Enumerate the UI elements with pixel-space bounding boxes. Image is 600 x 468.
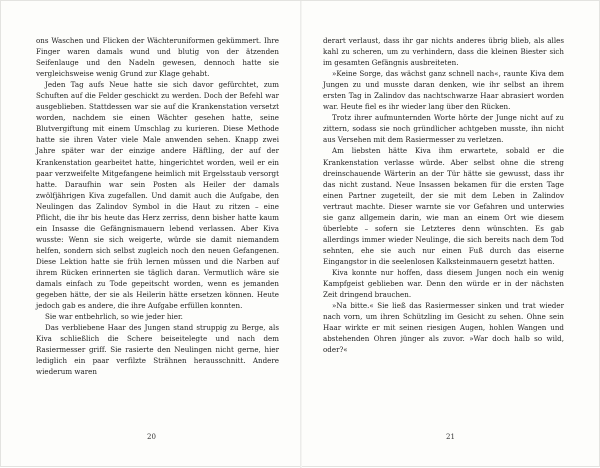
left-paragraph-1: ons Waschen und Flicken der Wächteruniformen gekümmert. Ihre Finger waren damals wund und blutig von der ätzenden Seifenlauge und den Nadeln gewesen, dennoch hatte sie vergleichsweise wenig Grund zur Klage gehabt. xyxy=(36,36,279,79)
right-page xyxy=(301,1,600,468)
right-page-number: 21 xyxy=(446,433,455,441)
right-paragraph-1: derart verlaust, dass ihr gar nichts anderes übrig blieb, als alles kahl zu scheren, um zu verhindern, dass die kleinen Biester sich im gesamten Gefängnis ausbreiteten. xyxy=(323,36,564,68)
right-paragraph-3: Trotz ihrer aufmunternden Worte hörte der Junge nicht auf zu zittern, sodass sie noch gründlicher achtgeben musste, ihn nicht aus Versehen mit dem Rasiermesser zu verletzen. xyxy=(323,113,564,145)
left-page xyxy=(1,1,301,468)
left-paragraph-3: Sie war entbehrlich, so wie jeder hier. xyxy=(45,312,183,322)
left-paragraph-4: Das verbliebene Haar des Jungen stand struppig zu Berge, als Kiva schließlich die Schere beiseitelegte und nach dem Rasiermesser griff. Sie rasierte den Neulingen nicht gerne, hier lediglich ein paar verfilzte Strähnen herausschnitt. Andere wiederum waren xyxy=(36,323,279,377)
right-paragraph-5: Kiva konnte nur hoffen, dass diesem Jungen noch ein wenig Kampfgeist geblieben war. Denn den würde er in der nächsten Zeit dringend brauchen. xyxy=(323,267,564,300)
right-paragraph-4: Am liebsten hätte Kiva ihm erwartete, sobald er die Krankenstation verlasse würde. Aber selbst ohne die streng dreinschauende Wärterin an der Tür hätte sie gewusst, dass ihr das nicht zustand. Neue Insassen bekamen für die ersten Tage einen Partner zugeteilt, der sie mit dem Leben in Zalindov vertraut machte. Dieser warnte sie vor Gefahren und unterwies sie ganz allgemein darin, wie man an einem Ort wie diesem überlebte – sofern sie Letzteres denn wünschten. Es gab allerdings immer wieder Neulinge, die sich bereits nach dem Tod sehnten, ehe sie auch nur einen Fuß durch das eiserne Eingangstor in die seelenlosen Kalksteinmauern gesetzt hatten. xyxy=(323,146,564,266)
left-page-number: 20 xyxy=(147,433,156,441)
right-paragraph-2: »Keine Sorge, das wächst ganz schnell nach«, raunte Kiva dem Jungen zu und musste daran denken, wie ihr selbst an ihrem ersten Tag in Zalindov das nachtschwarze Haar abrasiert worden war. Heute fiel es ihr wieder lang über den Rücken. xyxy=(323,69,564,112)
right-paragraph-6: »Na bitte.« Sie ließ das Rasiermesser sinken und trat wieder nach vorn, um ihren Schützling im Gesicht zu sehen. Ohne sein Haar wirkte er mit seinen riesigen Augen, hohlen Wangen und abstehenden Ohren jünger als zuvor. »War doch halb so wild, oder?« xyxy=(323,301,564,355)
left-paragraph-2: Jeden Tag aufs Neue hatte sie sich davor gefürchtet, zum Schuften auf die Felder geschickt zu werden. Doch der Befehl war ausgeblieben. Stattdessen war sie auf die Krankenstation versetzt worden, nachdem sie einen Wächter gesehen hatte, seine Blutvergiftung mit einem Umschlag zu kurieren. Diese Methode hatte sie ihren Vater viele Male anwenden sehen. Knapp zwei Jahre später war der einzige andere Häftling, der auf der Krankenstation gearbeitet hatte, hingerichtet worden, weil er ein paar verzweifelte Mitgefangene heimlich mit Ergelsstaub versorgt hatte. Daraufhin war sein Posten als Heiler der damals zwölfjährigen Kiva zugefallen. Und damit auch die Aufgabe, den Neulingen das Zalindov Symbol in die Haut zu ritzen – eine Pflicht, die ihr bis heute das Herz zerriss, denn bisher hatte kaum ein Insasse die Gefängnismauern lebend verlassen. Aber Kiva wusste: Wenn sie sich weigerte, würde sie damit niemandem helfen, sondern sich selbst zugleich noch den neuen Gefangenen. Diese Lektion hatte sie früh lernen müssen und die Narben auf ihrem Rücken erinnerten sie täglich daran. Vermutlich wäre sie damals einfach zu Tode gepeitscht worden, wenn es jemanden gegeben hätte, der sie als Heilerin hätte ersetzen können. Heute jedoch gab es andere, die ihre Aufgabe erfüllen konnten. xyxy=(36,80,279,311)
